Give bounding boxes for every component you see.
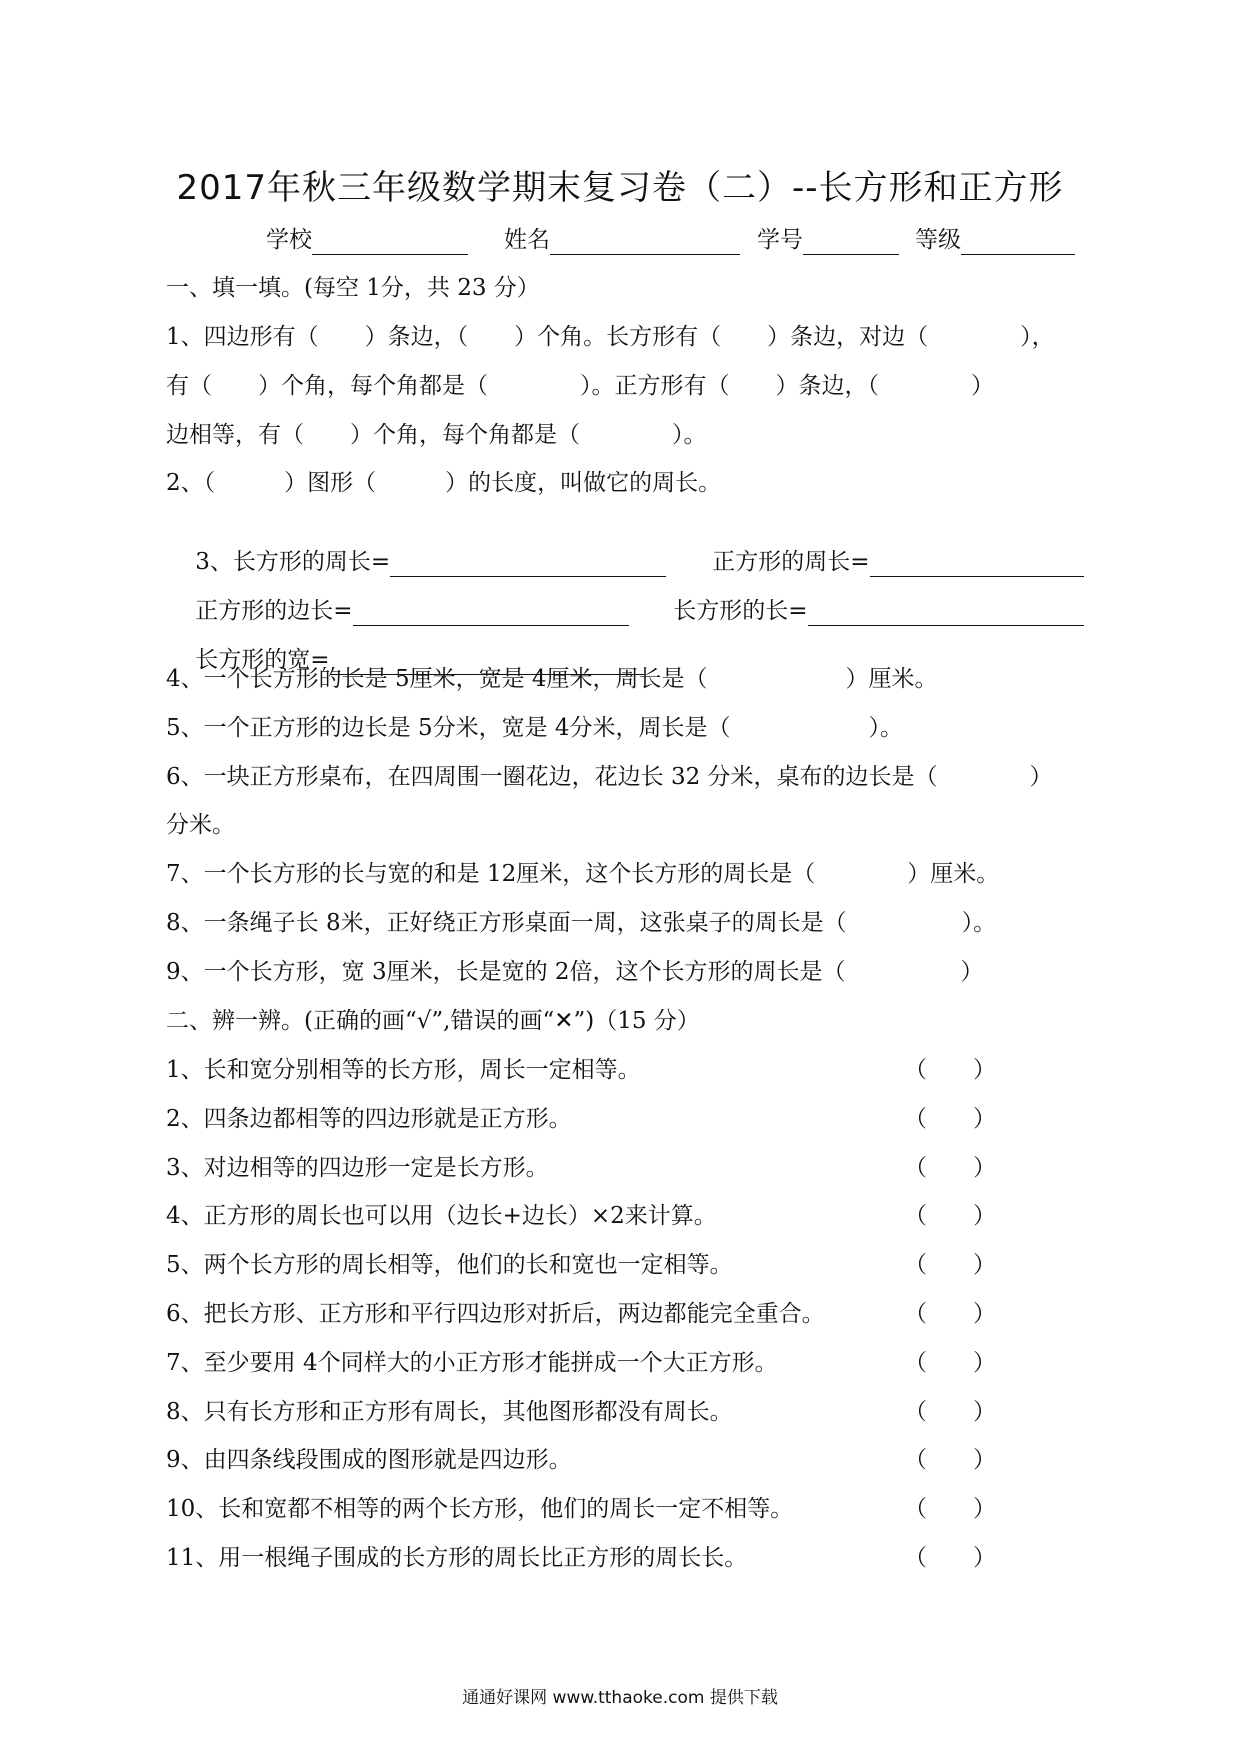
student-no-field[interactable] — [757, 225, 899, 255]
true-false-item: 9、由四条线段围成的图形就是四边形。 — [166, 1447, 572, 1473]
true-false-item: 2、四条边都相等的四边形就是正方形。 — [166, 1106, 572, 1132]
answer-box[interactable]: （ ） — [904, 1252, 996, 1278]
q4: 4、一个长方形的长是 5厘米，宽是 4厘米，周长是（ ）厘米。 — [166, 666, 938, 692]
page-title: 2017年秋三年级数学期末复习卷（二）--长方形和正方形 — [176, 168, 1064, 208]
true-false-item: 3、对边相等的四边形一定是长方形。 — [166, 1155, 549, 1181]
true-false-item: 7、至少要用 4个同样大的小正方形才能拼成一个大正方形。 — [166, 1350, 778, 1376]
student-no-label: 学号 — [757, 227, 803, 253]
q3-rect-perimeter-label: 3、长方形的周长= — [195, 549, 391, 575]
school-label: 学校 — [266, 227, 312, 253]
q9: 9、一个长方形，宽 3厘米，长是宽的 2倍，这个长方形的周长是（ ） — [166, 959, 984, 985]
answer-box[interactable]: （ ） — [904, 1496, 996, 1522]
rect-length-blank[interactable] — [808, 601, 1084, 626]
q5: 5、一个正方形的边长是 5分米，宽是 4分米，周长是（ ）。 — [166, 715, 904, 741]
section2-heading: 二、辨一辨。(正确的画“√”,错误的画“✕”)（15 分） — [166, 1008, 700, 1034]
answer-box[interactable]: （ ） — [904, 1057, 996, 1083]
name-label: 姓名 — [504, 227, 550, 253]
true-false-item: 8、只有长方形和正方形有周长，其他图形都没有周长。 — [166, 1399, 733, 1425]
true-false-item: 6、把长方形、正方形和平行四边形对折后，两边都能完全重合。 — [166, 1301, 825, 1327]
true-false-item: 10、长和宽都不相等的两个长方形，他们的周长一定不相等。 — [166, 1496, 794, 1522]
q1-line2: 有（ ）个角，每个角都是（ ）。正方形有（ ）条边，（ ） — [166, 373, 994, 399]
answer-box[interactable]: （ ） — [904, 1447, 996, 1473]
school-blank[interactable] — [312, 230, 468, 255]
true-false-item: 4、正方形的周长也可以用（边长+边长）×2来计算。 — [166, 1203, 717, 1229]
student-no-blank[interactable] — [803, 230, 899, 255]
answer-box[interactable]: （ ） — [904, 1203, 996, 1229]
q3-square-perimeter-label: 正方形的周长= — [712, 549, 870, 575]
answer-box[interactable]: （ ） — [904, 1350, 996, 1376]
answer-box[interactable]: （ ） — [904, 1545, 996, 1571]
name-field[interactable] — [504, 225, 740, 255]
grade-field[interactable] — [915, 225, 1075, 255]
answer-box[interactable]: （ ） — [904, 1106, 996, 1132]
q1-line3: 边相等，有（ ）个角，每个角都是（ ）。 — [166, 422, 707, 448]
footer-credit: 通通好课网 www.tthaoke.com 提供下载 — [462, 1688, 778, 1708]
answer-box[interactable]: （ ） — [904, 1301, 996, 1327]
q3-rect-width-label: 长方形的宽= — [195, 647, 330, 673]
true-false-item: 11、用一根绳子围成的长方形的周长比正方形的周长长。 — [166, 1545, 748, 1571]
answer-box[interactable]: （ ） — [904, 1155, 996, 1181]
q7: 7、一个长方形的长与宽的和是 12厘米，这个长方形的周长是（ ）厘米。 — [166, 861, 1000, 887]
section1-heading: 一、填一填。(每空 1分，共 23 分） — [166, 275, 540, 301]
school-field[interactable] — [266, 225, 468, 255]
name-blank[interactable] — [550, 230, 740, 255]
q8: 8、一条绳子长 8米，正好绕正方形桌面一周，这张桌子的周长是（ ）。 — [166, 910, 997, 936]
q2: 2、（ ）图形（ ）的长度，叫做它的周长。 — [166, 470, 722, 496]
q3-rect-length — [644, 566, 1084, 656]
grade-blank[interactable] — [961, 230, 1075, 255]
true-false-item: 1、长和宽分别相等的长方形，周长一定相等。 — [166, 1057, 641, 1083]
grade-label: 等级 — [915, 227, 961, 253]
q6-line2: 分米。 — [166, 812, 235, 838]
q3-square-side-label: 正方形的边长= — [195, 598, 353, 624]
q6-line1: 6、一块正方形桌布，在四周围一圈花边，花边长 32 分米，桌布的边长是（ ） — [166, 764, 1053, 790]
true-false-item: 5、两个长方形的周长相等，他们的长和宽也一定相等。 — [166, 1252, 733, 1278]
q3-rect-length-label: 长方形的长= — [673, 598, 808, 624]
answer-box[interactable]: （ ） — [904, 1399, 996, 1425]
q1-line1: 1、四边形有（ ）条边，（ ）个角。长方形有（ ）条边，对边（ ）， — [166, 324, 1055, 350]
